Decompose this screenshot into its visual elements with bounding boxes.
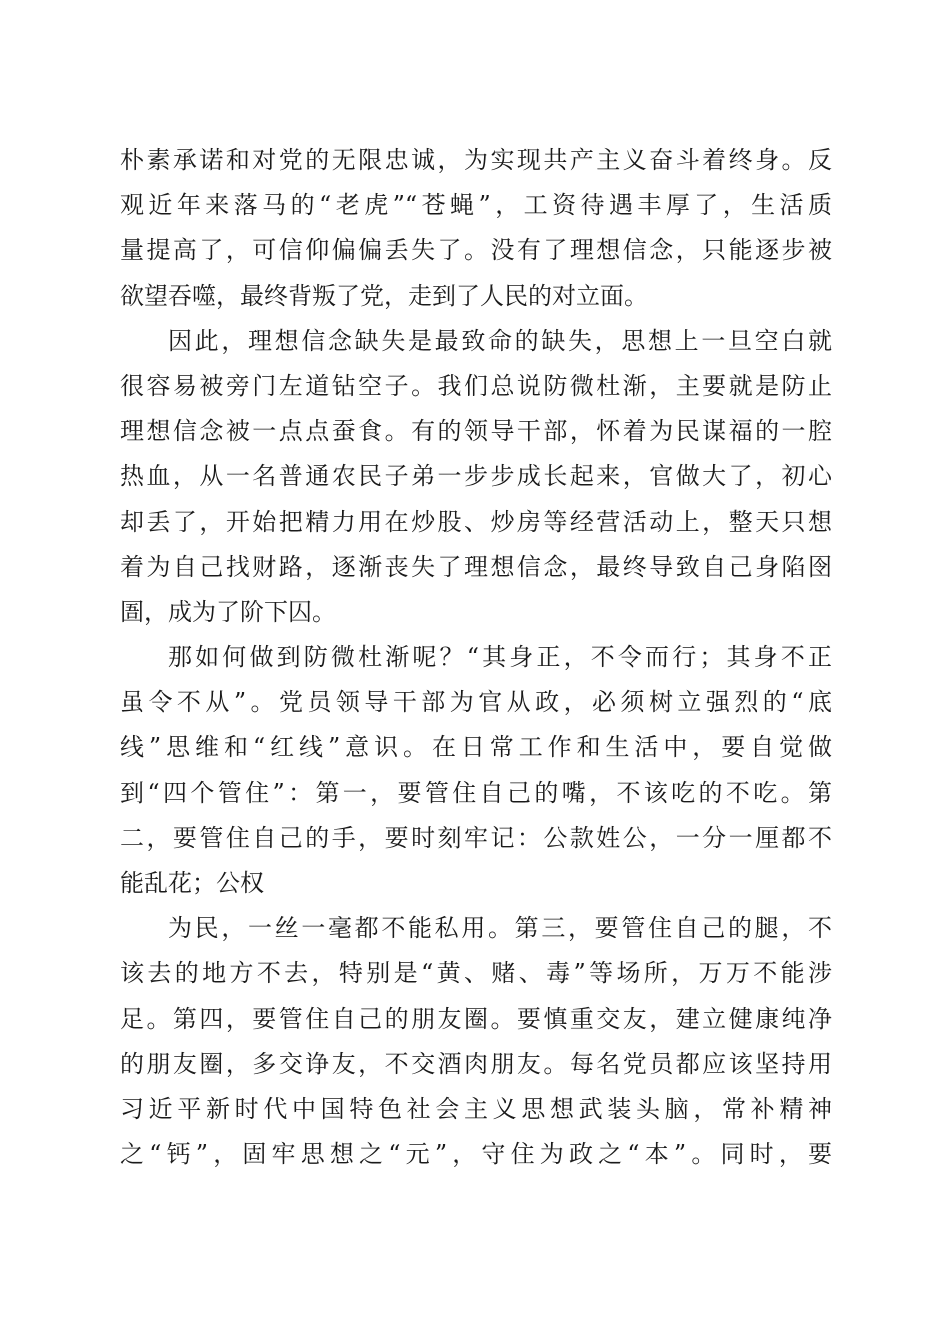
paragraph-2-line-3: 理想信念被一点点蚕食。有的领导干部，怀着为民谋福的一腔 xyxy=(120,417,832,446)
paragraph-2-line-1: 因此，理想信念缺失是最致命的缺失，思想上一旦空白就 xyxy=(168,326,832,355)
paragraph-4-line-6: 之“钙”，固牢思想之“元”，守住为政之“本”。同时，要 xyxy=(120,1140,832,1169)
paragraph-2-line-4: 热血，从一名普通农民子弟一步步成长起来，官做大了，初心 xyxy=(120,462,832,491)
paragraph-3-line-2: 虽令不从”。党员领导干部为官从政，必须树立强烈的“底 xyxy=(120,688,832,717)
paragraph-1-line-1: 朴素承诺和对党的无限忠诚，为实现共产主义奋斗着终身。反 xyxy=(120,146,832,174)
paragraph-2-line-6: 着为自己找财路，逐渐丧失了理想信念，最终导致自己身陷囹 xyxy=(120,552,832,581)
paragraph-4-line-4: 的朋友圈，多交诤友，不交酒肉朋友。每名党员都应该坚持用 xyxy=(120,1049,832,1078)
paragraph-2-line-2: 很容易被旁门左道钻空子。我们总说防微杜渐，主要就是防止 xyxy=(120,371,832,400)
paragraph-1-line-2: 观近年来落马的“老虎”“苍蝇”，工资待遇丰厚了，生活质 xyxy=(120,191,832,220)
document-body xyxy=(120,138,832,1177)
paragraph-2-line-5: 却丢了，开始把精力用在炒股、炒房等经营活动上，整天只想 xyxy=(120,507,832,536)
paragraph-3-line-6: 能乱花；公权 xyxy=(120,869,264,897)
paragraph-3-line-4: 到“四个管住”：第一，要管住自己的嘴，不该吃的不吃。第 xyxy=(120,778,832,807)
paragraph-4-line-3: 足。第四，要管住自己的朋友圈。要慎重交友，建立健康纯净 xyxy=(120,1004,832,1033)
paragraph-1-line-3: 量提高了，可信仰偏偏丢失了。没有了理想信念，只能逐步被 xyxy=(120,236,832,265)
paragraph-1-line-4: 欲望吞噬，最终背叛了党，走到了人民的对立面。 xyxy=(120,281,648,310)
paragraph-4-line-2: 该去的地方不去，特别是“黄、赌、毒”等场所，万万不能涉 xyxy=(120,959,832,988)
paragraph-4-line-5: 习近平新时代中国特色社会主义思想武装头脑，常补精神 xyxy=(120,1094,832,1123)
paragraph-2-line-7: 圄，成为了阶下囚。 xyxy=(120,597,336,626)
paragraph-4-line-1: 为民，一丝一毫都不能私用。第三，要管住自己的腿，不 xyxy=(168,914,832,943)
paragraph-3-line-1: 那如何做到防微杜渐呢？“其身正，不令而行；其身不正 xyxy=(168,643,832,672)
paragraph-3-line-3: 线”思维和“红线”意识。在日常工作和生活中，要自觉做 xyxy=(120,733,832,762)
paragraph-3-line-5: 二，要管住自己的手，要时刻牢记：公款姓公，一分一厘都不 xyxy=(120,823,832,852)
